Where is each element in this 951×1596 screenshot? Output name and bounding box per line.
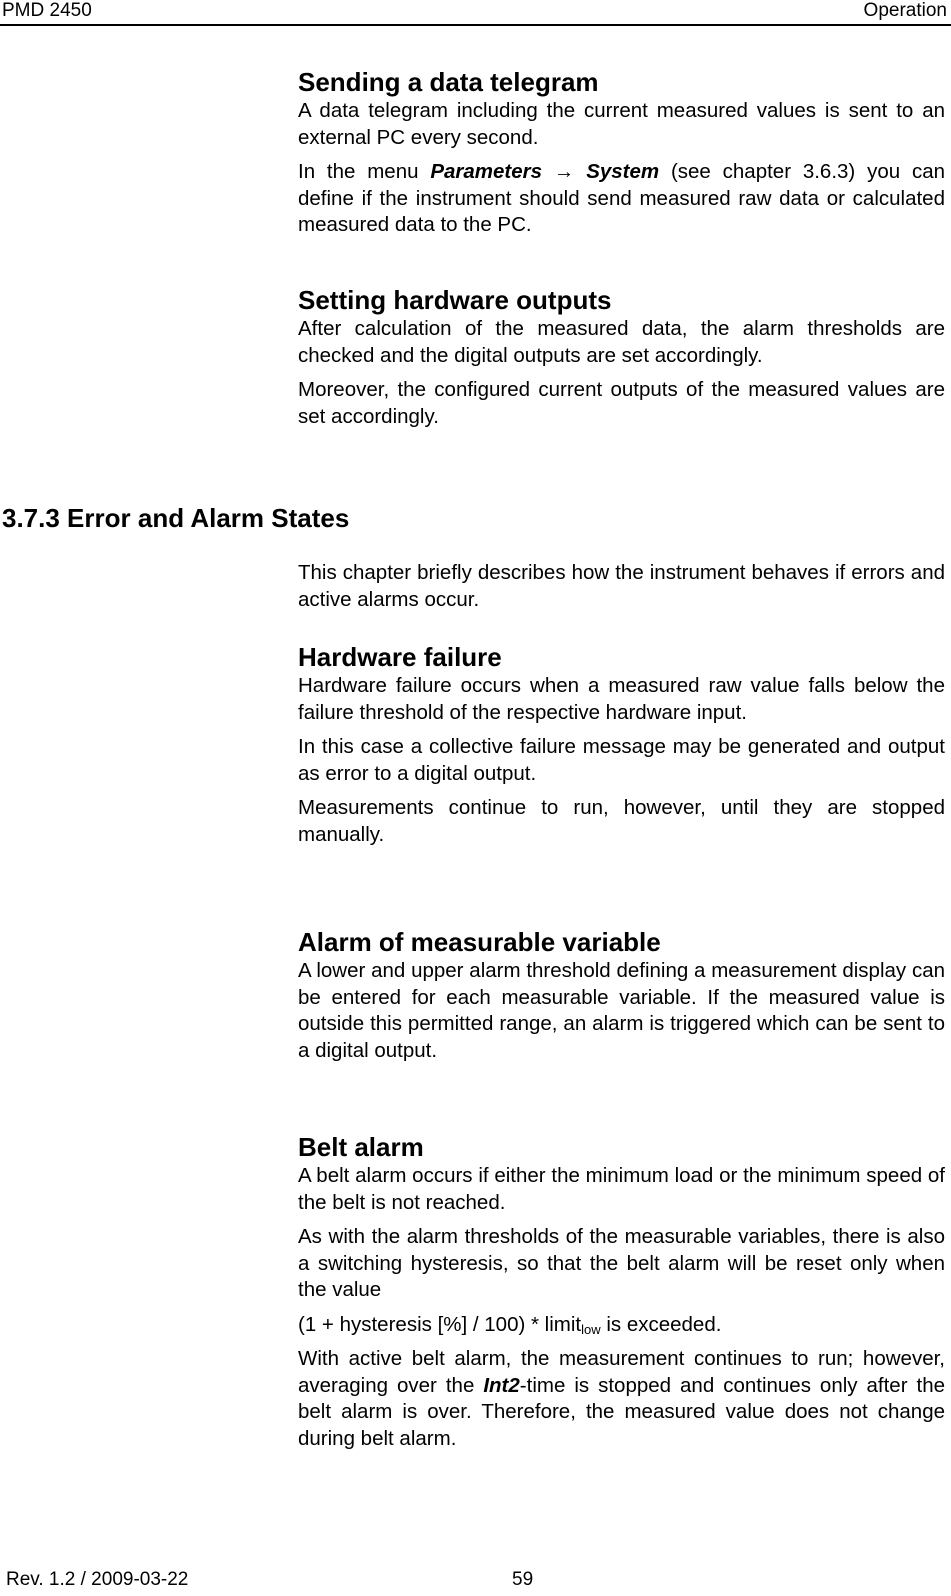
paragraph-belt-4 [298,1346,945,1452]
arrow-right-icon: → [553,160,575,183]
formula-subscript: low [581,1321,601,1337]
menu-system: System [586,160,660,183]
paragraph-belt-formula [298,1312,945,1339]
sending-telegram-block [298,66,945,239]
formula-text: (1 + hysteresis [%] / 100) * limit [298,1312,582,1336]
text-menu-suffix: (see chapter 3.6.3) you can define if the instrument should send measured raw data or calculated measured data to the PC. [298,160,945,236]
paragraph-outputs-2: Moreover, the configured current outputs of the measured values are set accordingly. [298,378,945,428]
header-chapter-title: Operation [863,0,947,21]
heading-sending-telegram: Sending a data telegram [298,67,599,97]
section-title: 3.7.3 Error and Alarm States [2,503,350,533]
paragraph-failure-3: Measurements continue to run, however, until they are stopped manually. [298,796,945,846]
page-header [0,0,951,26]
heading-belt-alarm: Belt alarm [298,1132,424,1162]
footer-revision: Rev. 1.2 / 2009-03-22 [6,1569,189,1590]
heading-hardware-outputs: Setting hardware outputs [298,285,612,315]
paragraph-alarm-1: A lower and upper alarm threshold defining a measurement display can be entered for each measurable variable. If the measured value is outside this permitted range, an alarm is triggered which can be sent to a digital output. [298,959,945,1062]
header-document-title: PMD 2450 [2,0,92,21]
belt-alarm-block [298,1131,945,1452]
formula-suffix: is exceeded. [600,1312,722,1336]
text-menu-prefix: In the menu [298,160,431,183]
hardware-failure-block [298,641,945,848]
alarm-measurable-block [298,926,945,1064]
term-int2: Int2 [483,1373,520,1397]
footer-page-number: 59 [512,1569,534,1590]
paragraph-failure-2: In this case a collective failure message may be generated and output as error to a digital output. [298,735,945,785]
text-averaging-suffix: -time is stopped and continues only after the belt alarm is over. Therefore, the measured value does not change during belt alarm. [298,1373,945,1450]
heading-alarm-measurable: Alarm of measurable variable [298,927,661,957]
hardware-outputs-block [298,284,945,430]
paragraph-belt-1: A belt alarm occurs if either the minimum load or the minimum speed of the belt is not reached. [298,1164,945,1214]
intro-block [298,560,945,613]
paragraph-telegram-2 [298,159,945,239]
paragraph-failure-1: Hardware failure occurs when a measured raw value falls below the failure threshold of the respective hardware input. [298,674,945,724]
paragraph-telegram-1: A data telegram including the current measured values is sent to an external PC every second. [298,99,945,149]
paragraph-outputs-1: After calculation of the measured data, the alarm thresholds are checked and the digital outputs are set accordingly. [298,317,945,367]
heading-hardware-failure: Hardware failure [298,642,502,672]
paragraph-belt-2: As with the alarm thresholds of the measurable variables, there is also a switching hysteresis, so that the belt alarm will be reset only when the value [298,1225,945,1301]
text-averaging-prefix: With active belt alarm, the measurement continues to run; however, averaging over the [298,1347,945,1397]
paragraph-intro: This chapter briefly describes how the instrument behaves if errors and active alarms occur. [298,561,945,611]
menu-parameters: Parameters [430,160,543,183]
